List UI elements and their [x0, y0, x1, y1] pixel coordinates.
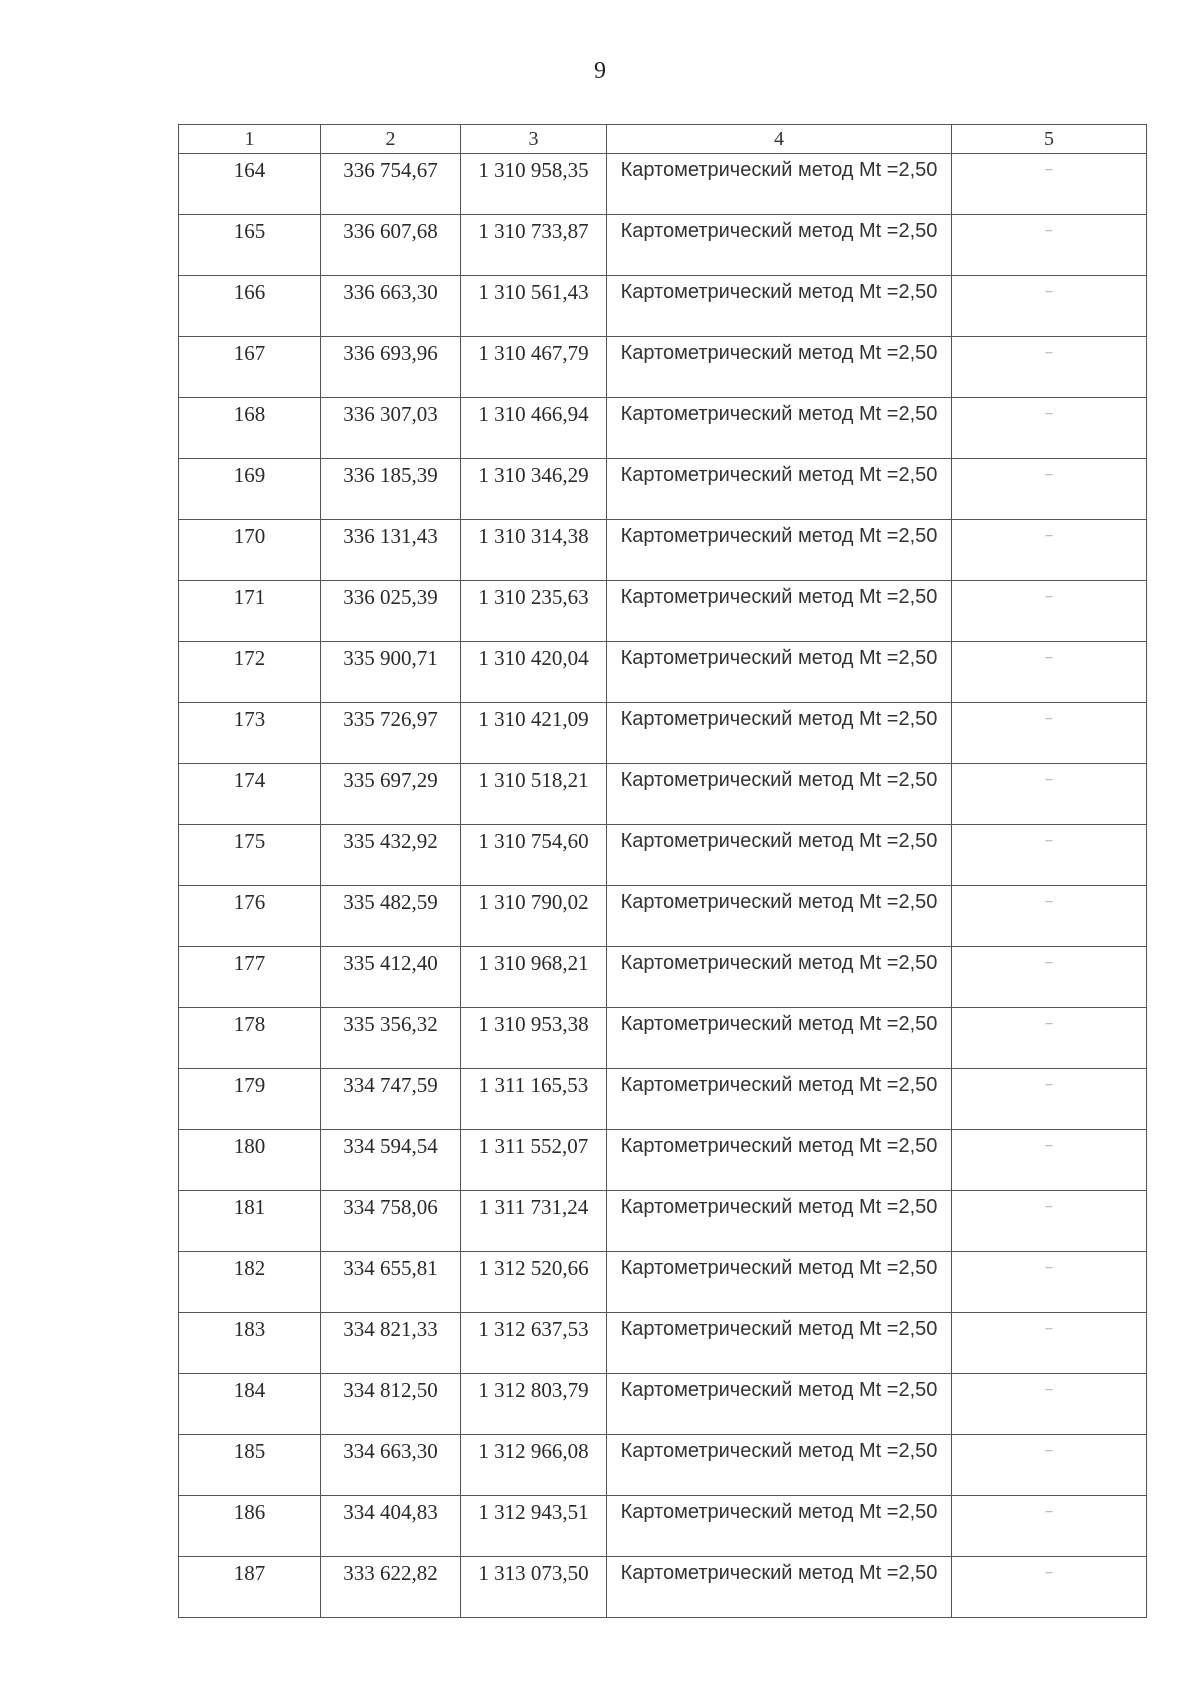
note-cell: –: [952, 1313, 1147, 1374]
y-coordinate-cell: 1 310 790,02: [461, 886, 607, 947]
x-coordinate-cell: 334 663,30: [321, 1435, 461, 1496]
point-number-cell: 177: [179, 947, 321, 1008]
note-cell: –: [952, 703, 1147, 764]
note-cell: –: [952, 825, 1147, 886]
table-row: [179, 703, 1147, 764]
column-header-1: 1: [179, 125, 321, 154]
point-number-cell: 169: [179, 459, 321, 520]
table-row: [179, 154, 1147, 215]
method-cell: Картометрический метод Mt =2,50: [607, 1435, 952, 1496]
coordinates-table: [178, 124, 1147, 1618]
x-coordinate-cell: 334 812,50: [321, 1374, 461, 1435]
table-row: [179, 276, 1147, 337]
method-cell: Картометрический метод Mt =2,50: [607, 581, 952, 642]
note-cell: –: [952, 154, 1147, 215]
x-coordinate-cell: 334 758,06: [321, 1191, 461, 1252]
y-coordinate-cell: 1 311 731,24: [461, 1191, 607, 1252]
point-number-cell: 174: [179, 764, 321, 825]
note-cell: –: [952, 1374, 1147, 1435]
x-coordinate-cell: 333 622,82: [321, 1557, 461, 1618]
column-header-2: 2: [321, 125, 461, 154]
point-number-cell: 167: [179, 337, 321, 398]
y-coordinate-cell: 1 310 420,04: [461, 642, 607, 703]
note-cell: –: [952, 459, 1147, 520]
x-coordinate-cell: 336 185,39: [321, 459, 461, 520]
method-cell: Картометрический метод Mt =2,50: [607, 398, 952, 459]
y-coordinate-cell: 1 310 466,94: [461, 398, 607, 459]
point-number-cell: 179: [179, 1069, 321, 1130]
y-coordinate-cell: 1 313 073,50: [461, 1557, 607, 1618]
table-row: [179, 1252, 1147, 1313]
method-cell: Картометрический метод Mt =2,50: [607, 947, 952, 1008]
y-coordinate-cell: 1 311 165,53: [461, 1069, 607, 1130]
x-coordinate-cell: 334 594,54: [321, 1130, 461, 1191]
x-coordinate-cell: 334 404,83: [321, 1496, 461, 1557]
x-coordinate-cell: 335 412,40: [321, 947, 461, 1008]
point-number-cell: 165: [179, 215, 321, 276]
method-cell: Картометрический метод Mt =2,50: [607, 276, 952, 337]
x-coordinate-cell: 336 754,67: [321, 154, 461, 215]
y-coordinate-cell: 1 312 520,66: [461, 1252, 607, 1313]
x-coordinate-cell: 335 726,97: [321, 703, 461, 764]
table-row: [179, 1191, 1147, 1252]
table-row: [179, 581, 1147, 642]
method-cell: Картометрический метод Mt =2,50: [607, 520, 952, 581]
table-row: [179, 398, 1147, 459]
x-coordinate-cell: 335 697,29: [321, 764, 461, 825]
point-number-cell: 171: [179, 581, 321, 642]
method-cell: Картометрический метод Mt =2,50: [607, 154, 952, 215]
point-number-cell: 178: [179, 1008, 321, 1069]
method-cell: Картометрический метод Mt =2,50: [607, 886, 952, 947]
method-cell: Картометрический метод Mt =2,50: [607, 1130, 952, 1191]
x-coordinate-cell: 336 663,30: [321, 276, 461, 337]
point-number-cell: 170: [179, 520, 321, 581]
y-coordinate-cell: 1 312 637,53: [461, 1313, 607, 1374]
note-cell: –: [952, 581, 1147, 642]
point-number-cell: 187: [179, 1557, 321, 1618]
x-coordinate-cell: 336 131,43: [321, 520, 461, 581]
point-number-cell: 180: [179, 1130, 321, 1191]
note-cell: –: [952, 886, 1147, 947]
x-coordinate-cell: 335 356,32: [321, 1008, 461, 1069]
note-cell: –: [952, 642, 1147, 703]
note-cell: –: [952, 520, 1147, 581]
x-coordinate-cell: 336 693,96: [321, 337, 461, 398]
point-number-cell: 183: [179, 1313, 321, 1374]
method-cell: Картометрический метод Mt =2,50: [607, 1069, 952, 1130]
method-cell: Картометрический метод Mt =2,50: [607, 1252, 952, 1313]
x-coordinate-cell: 335 900,71: [321, 642, 461, 703]
table-body: [179, 154, 1147, 1618]
point-number-cell: 182: [179, 1252, 321, 1313]
y-coordinate-cell: 1 310 518,21: [461, 764, 607, 825]
point-number-cell: 181: [179, 1191, 321, 1252]
note-cell: –: [952, 947, 1147, 1008]
y-coordinate-cell: 1 310 346,29: [461, 459, 607, 520]
note-cell: –: [952, 1069, 1147, 1130]
table-row: [179, 520, 1147, 581]
y-coordinate-cell: 1 312 943,51: [461, 1496, 607, 1557]
method-cell: Картометрический метод Mt =2,50: [607, 1557, 952, 1618]
x-coordinate-cell: 334 655,81: [321, 1252, 461, 1313]
point-number-cell: 176: [179, 886, 321, 947]
y-coordinate-cell: 1 312 803,79: [461, 1374, 607, 1435]
y-coordinate-cell: 1 310 235,63: [461, 581, 607, 642]
table-row: [179, 764, 1147, 825]
x-coordinate-cell: 336 307,03: [321, 398, 461, 459]
point-number-cell: 172: [179, 642, 321, 703]
point-number-cell: 168: [179, 398, 321, 459]
coordinates-table-container: [178, 124, 1146, 1618]
table-row: [179, 337, 1147, 398]
table-row: [179, 947, 1147, 1008]
y-coordinate-cell: 1 310 421,09: [461, 703, 607, 764]
method-cell: Картометрический метод Mt =2,50: [607, 642, 952, 703]
table-row: [179, 1496, 1147, 1557]
y-coordinate-cell: 1 310 968,21: [461, 947, 607, 1008]
table-header-row: [179, 125, 1147, 154]
method-cell: Картометрический метод Mt =2,50: [607, 1008, 952, 1069]
table-row: [179, 886, 1147, 947]
note-cell: –: [952, 215, 1147, 276]
note-cell: –: [952, 1252, 1147, 1313]
method-cell: Картометрический метод Mt =2,50: [607, 459, 952, 520]
note-cell: –: [952, 1008, 1147, 1069]
page-number: 9: [594, 58, 606, 84]
note-cell: –: [952, 764, 1147, 825]
table-row: [179, 1557, 1147, 1618]
y-coordinate-cell: 1 310 733,87: [461, 215, 607, 276]
y-coordinate-cell: 1 310 561,43: [461, 276, 607, 337]
point-number-cell: 166: [179, 276, 321, 337]
table-row: [179, 1008, 1147, 1069]
y-coordinate-cell: 1 310 953,38: [461, 1008, 607, 1069]
point-number-cell: 185: [179, 1435, 321, 1496]
x-coordinate-cell: 336 025,39: [321, 581, 461, 642]
note-cell: –: [952, 1191, 1147, 1252]
table-row: [179, 1130, 1147, 1191]
y-coordinate-cell: 1 312 966,08: [461, 1435, 607, 1496]
table-row: [179, 215, 1147, 276]
method-cell: Картометрический метод Mt =2,50: [607, 1313, 952, 1374]
method-cell: Картометрический метод Mt =2,50: [607, 1374, 952, 1435]
point-number-cell: 184: [179, 1374, 321, 1435]
point-number-cell: 173: [179, 703, 321, 764]
table-row: [179, 1069, 1147, 1130]
point-number-cell: 175: [179, 825, 321, 886]
table-row: [179, 1435, 1147, 1496]
y-coordinate-cell: 1 310 314,38: [461, 520, 607, 581]
y-coordinate-cell: 1 311 552,07: [461, 1130, 607, 1191]
note-cell: –: [952, 337, 1147, 398]
note-cell: –: [952, 1557, 1147, 1618]
note-cell: –: [952, 276, 1147, 337]
table-row: [179, 1313, 1147, 1374]
point-number-cell: 164: [179, 154, 321, 215]
note-cell: –: [952, 398, 1147, 459]
note-cell: –: [952, 1130, 1147, 1191]
table-row: [179, 459, 1147, 520]
method-cell: Картометрический метод Mt =2,50: [607, 1191, 952, 1252]
method-cell: Картометрический метод Mt =2,50: [607, 1496, 952, 1557]
y-coordinate-cell: 1 310 958,35: [461, 154, 607, 215]
y-coordinate-cell: 1 310 467,79: [461, 337, 607, 398]
point-number-cell: 186: [179, 1496, 321, 1557]
x-coordinate-cell: 334 747,59: [321, 1069, 461, 1130]
note-cell: –: [952, 1435, 1147, 1496]
method-cell: Картометрический метод Mt =2,50: [607, 215, 952, 276]
x-coordinate-cell: 335 432,92: [321, 825, 461, 886]
table-row: [179, 1374, 1147, 1435]
method-cell: Картометрический метод Mt =2,50: [607, 703, 952, 764]
x-coordinate-cell: 336 607,68: [321, 215, 461, 276]
method-cell: Картометрический метод Mt =2,50: [607, 337, 952, 398]
column-header-4: 4: [607, 125, 952, 154]
x-coordinate-cell: 334 821,33: [321, 1313, 461, 1374]
method-cell: Картометрический метод Mt =2,50: [607, 825, 952, 886]
table-header: [179, 125, 1147, 154]
method-cell: Картометрический метод Mt =2,50: [607, 764, 952, 825]
table-row: [179, 642, 1147, 703]
note-cell: –: [952, 1496, 1147, 1557]
column-header-5: 5: [952, 125, 1147, 154]
table-row: [179, 825, 1147, 886]
y-coordinate-cell: 1 310 754,60: [461, 825, 607, 886]
column-header-3: 3: [461, 125, 607, 154]
x-coordinate-cell: 335 482,59: [321, 886, 461, 947]
